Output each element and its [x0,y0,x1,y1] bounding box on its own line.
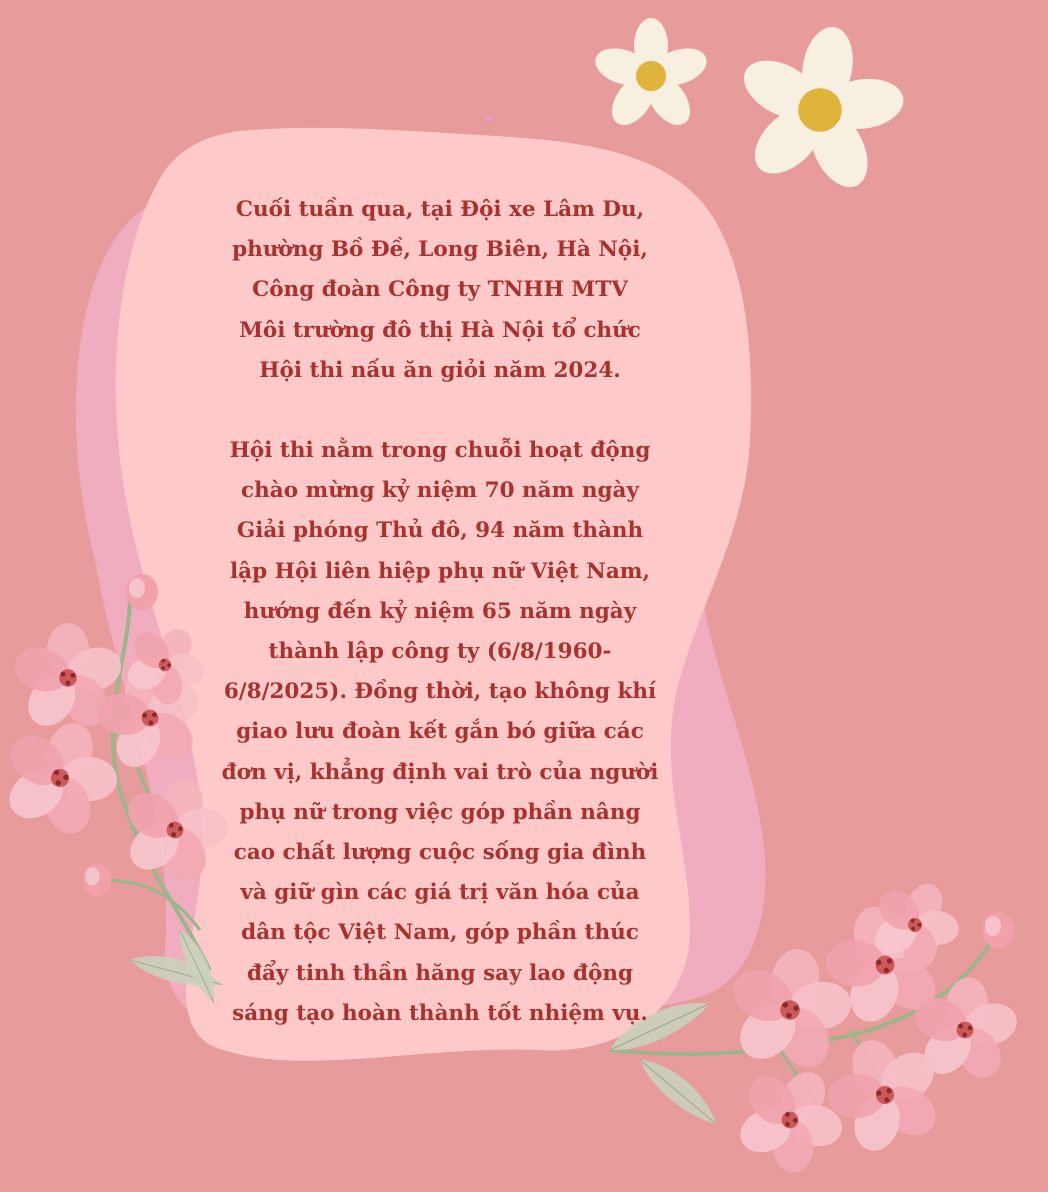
daisy-flower-icon [719,12,920,207]
text-line: lập Hội liên hiệp phụ nữ Việt Nam, [230,558,650,584]
text-line: phường Bồ Đề, Long Biên, Hà Nội, [232,237,648,263]
text-line: Hội thi nấu ăn giỏi năm 2024. [259,357,621,383]
paragraph-body [190,431,690,1034]
article-text [190,190,690,1034]
text-line: dân tộc Việt Nam, góp phần thúc [241,920,639,946]
text-line: hướng đến kỷ niệm 65 năm ngày [243,598,637,624]
text-line: Môi trường đô thị Hà Nội tổ chức [239,317,641,343]
text-line: sáng tạo hoàn thành tốt nhiệm vụ. [232,1000,648,1026]
text-line: Cuối tuần qua, tại Đội xe Lâm Du, [235,197,645,222]
text-line: đơn vị, khẳng định vai trò của người [221,759,659,785]
text-line: chào mừng kỷ niệm 70 năm ngày [241,478,639,504]
text-line: Giải phóng Thủ đô, 94 năm thành [236,518,644,544]
text-line: Hội thi nằm trong chuỗi hoạt động [229,438,651,464]
text-line: giao lưu đoàn kết gắn bó giữa các [236,719,644,745]
paragraph-intro [190,190,690,391]
text-line: cao chất lượng cuộc sống gia đình [233,840,647,866]
text-line: Công đoàn Công ty TNHH MTV [252,277,628,303]
text-line: thành lập công ty (6/8/1960- [268,639,612,665]
text-line: phụ nữ trong việc góp phần nâng [239,799,641,825]
text-line: đẩy tinh thần hăng say lao động [246,960,634,986]
daisy-flower-icon [591,18,712,133]
text-line: 6/8/2025). Đồng thời, tạo không khí [223,679,657,705]
text-line: và giữ gìn các giá trị văn hóa của [240,880,640,906]
